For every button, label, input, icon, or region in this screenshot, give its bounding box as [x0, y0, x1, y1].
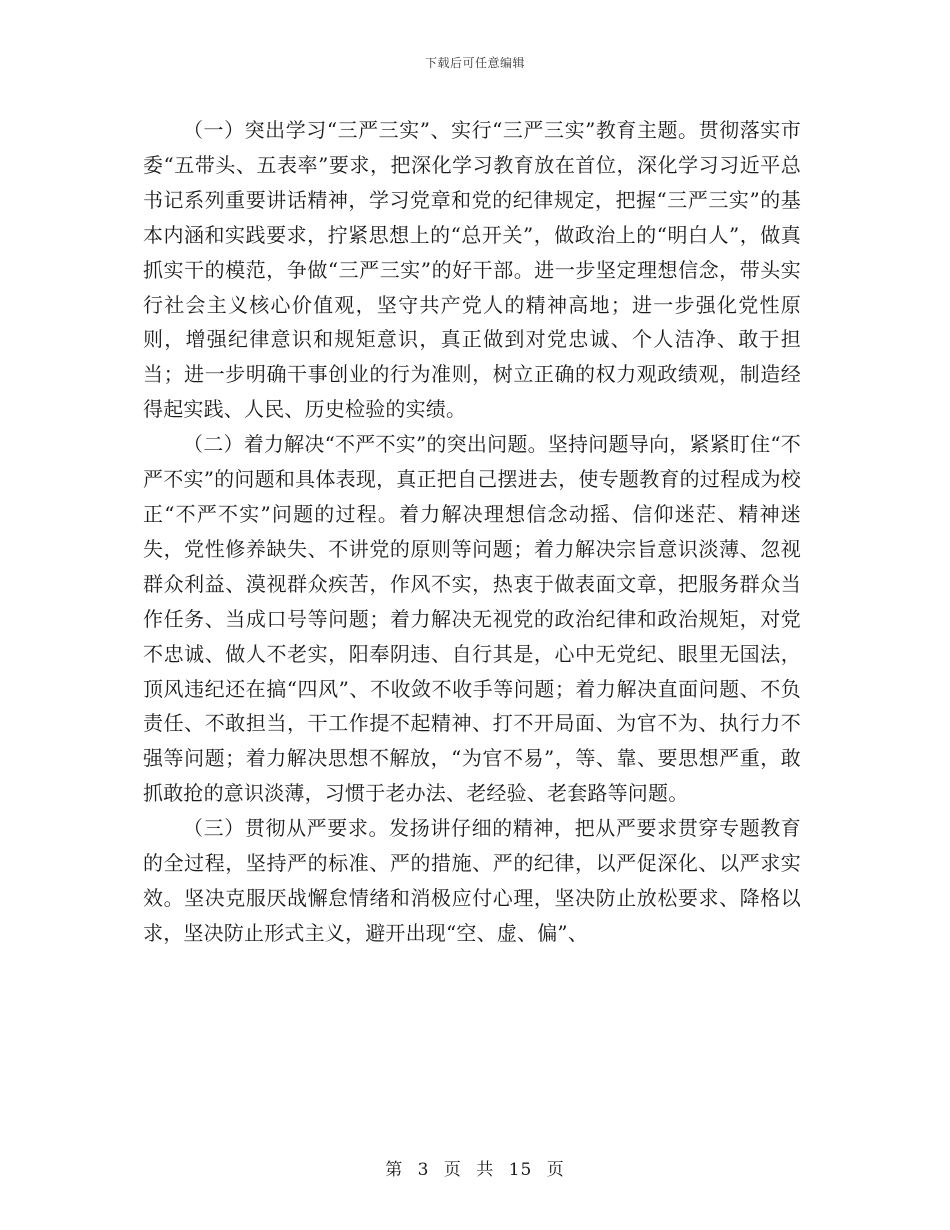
paragraph-3: （三）贯彻从严要求。发扬讲仔细的精神，把从严要求贯穿专题教育的全过程，坚持严的标准、严的措施、严的纪律，以严促深化、以严求实效。坚决克服厌战懈怠情绪和消极应付心理，坚决防止放松要求、降格以求，坚决防止形式主义，避开出现“空、虚、偏”、: [143, 816, 801, 945]
footer-total-pages: 15: [508, 1160, 533, 1180]
page-header: 下载后可任意编辑: [424, 56, 525, 70]
paragraph-2: （二）着力解决“不严不实”的突出问题。坚持问题导向，紧紧盯住“不严不实”的问题和具体表现，真正把自己摆进去，使专题教育的过程成为校正“不严不实”问题的过程。着力解决理想信念动摇、信仰迷茫、精神迷失，党性修养缺失、不讲党的原则等问题；着力解决宗旨意识淡薄、忽视群众利益、漠视群众疾苦，作风不实，热衷于做表面文章，把服务群众当作任务、当成口号等问题；着力解决无视党的政治纪律和政治规矩，对党不忠诚、做人不老实，阳奉阴违、自行其是，心中无党纪、眼里无国法，顶风违纪还在搞“四风”、不收敛不收手等问题；着力解决直面问题、不负责任、不敢担当，干工作提不起精神、打不开局面、为官不为、执行力不强等问题；着力解决思想不解放，“为官不易”，等、靠、要思想严重，敢抓敢抢的意识淡薄，习惯于老办法、老经验、老套路等问题。: [143, 432, 801, 806]
footer-total-word: 共: [476, 1160, 495, 1180]
document-body: [143, 113, 801, 951]
footer-page-word: 页: [443, 1160, 462, 1180]
footer-suffix: 页: [546, 1160, 565, 1180]
paragraph-1: （一）突出学习“三严三实”、实行“三严三实”教育主题。贯彻落实市委“五带头、五表率”要求，把深化学习教育放在首位，深化学习习近平总书记系列重要讲话精神，学习党章和党的纪律规定，把握“三严三实”的基本内涵和实践要求，拧紧思想上的“总开关”，做政治上的“明白人”，做真抓实干的模范，争做“三严三实”的好干部。进一步坚定理想信念，带头实行社会主义核心价值观，坚守共产党人的精神高地；进一步强化党性原则，增强纪律意识和规矩意识，真正做到对党忠诚、个人洁净、敢于担当；进一步明确干事创业的行为准则，树立正确的权力观政绩观，制造经得起实践、人民、历史检验的实绩。: [143, 118, 801, 422]
page-footer: [0, 1155, 950, 1180]
footer-current-page: 3: [417, 1160, 430, 1180]
footer-prefix: 第: [385, 1160, 404, 1180]
